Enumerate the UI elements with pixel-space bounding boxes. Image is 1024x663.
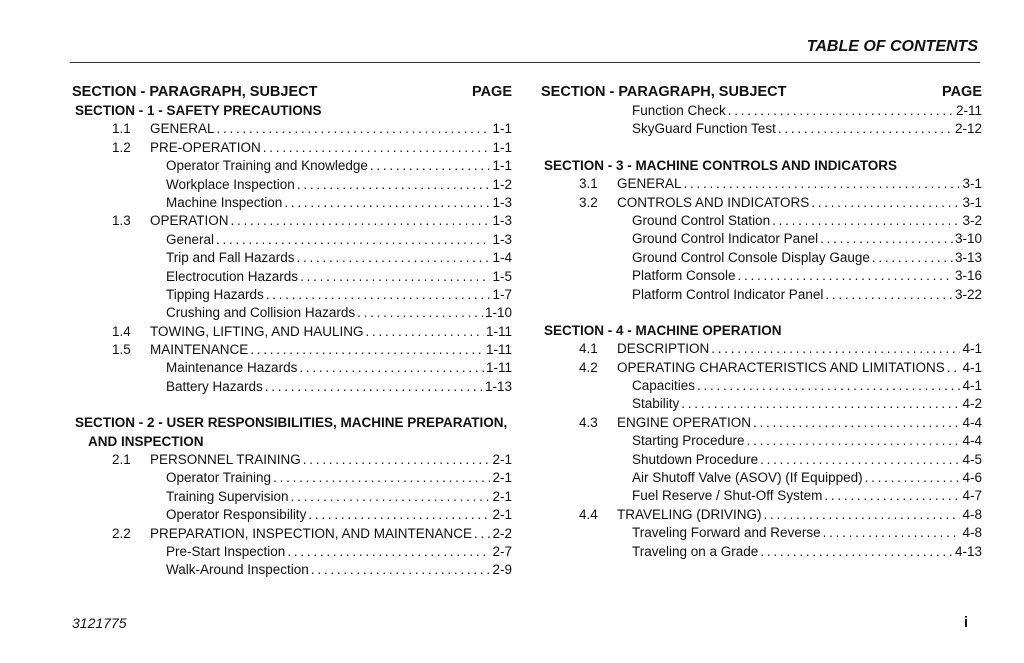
toc-entry-title: Trip and Fall Hazards [166,250,295,266]
toc-entry-page: 4-1 [962,341,982,357]
toc-dot-leader [778,120,953,138]
toc-dot-leader [728,102,954,120]
toc-entry-page: 4-6 [962,470,982,486]
toc-subentry[interactable] [72,176,512,194]
column-header-subject: SECTION - PARAGRAPH, SUBJECT [541,84,787,100]
column-header-page: PAGE [941,84,982,100]
toc-entry[interactable] [541,340,982,358]
toc-entry-page: 3-1 [962,176,982,192]
toc-entry-page: 4-8 [962,525,982,541]
toc-entry-page: 2-9 [492,562,512,578]
toc-entry-page: 4-7 [962,488,982,504]
toc-dot-leader [872,249,953,267]
toc-entry-number: 1.2 [112,139,131,155]
toc-subentry[interactable] [72,506,512,524]
toc-subentry[interactable] [541,395,982,413]
toc-entry-number: 4.2 [579,359,598,375]
toc-entry-title: Stability [632,396,680,412]
toc-entry-page: 1-1 [492,121,512,137]
toc-subentry[interactable] [72,268,512,286]
toc-subentry[interactable] [541,469,982,487]
toc-entry[interactable] [541,175,982,193]
toc-dot-leader [217,120,491,138]
toc-entry-title: Battery Hazards [166,378,263,394]
toc-entry[interactable] [541,194,982,212]
toc-entry-title: ENGINE OPERATION [617,414,752,430]
toc-subentry[interactable] [72,286,512,304]
toc-entry-title: Tipping Hazards [166,286,264,302]
toc-entry-page: 1-3 [492,213,512,229]
toc-section-heading: SECTION - 3 - MACHINE CONTROLS AND INDICATORS [544,157,898,173]
toc-dot-leader [823,524,961,542]
toc-entry-title: SkyGuard Function Test [632,121,776,137]
toc-entry-page: 1-13 [484,378,512,394]
toc-entry-title: Platform Control Indicator Panel [632,286,824,302]
toc-entry-page: 2-11 [955,103,982,118]
toc-entry-page: 4-4 [962,433,982,449]
toc-entry-title: Operator Training [166,470,272,486]
toc-entry-page: 1-2 [492,176,512,192]
toc-entry-title: MAINTENANCE [150,342,249,358]
toc-subentry[interactable] [72,469,512,487]
toc-subentry[interactable] [541,377,982,395]
toc-entry-page: 4-2 [962,396,982,412]
toc-entry-title: Starting Procedure [632,433,745,449]
toc-subentry[interactable] [72,378,512,396]
toc-dot-leader [273,469,490,487]
toc-subentry[interactable] [541,543,982,561]
toc-dot-leader [266,286,491,304]
document-number: 3121775 [72,615,127,631]
toc-entry-title: General [166,231,215,247]
toc-dot-leader [284,194,490,212]
toc-dot-leader [299,359,484,377]
toc-dot-leader [370,157,491,175]
toc-dot-leader [753,414,960,432]
toc-entry-page: 1-4 [492,250,512,266]
toc-subentry[interactable] [541,212,982,230]
toc-entry-number: 4.3 [579,414,598,430]
toc-entry-number: 2.1 [112,452,131,468]
toc-entry-title: Operator Training and Knowledge [166,158,368,174]
toc-entry-title: Ground Control Console Display Gauge [632,249,870,265]
toc-subentry[interactable] [72,488,512,506]
toc-subentry[interactable] [541,102,982,120]
column-header-page: PAGE [471,84,512,100]
toc-subentry[interactable] [72,231,512,249]
toc-entry-number: 3.1 [579,176,598,192]
toc-entry-page: 1-11 [485,360,512,376]
toc-entry-title: Ground Control Indicator Panel [632,231,819,247]
toc-dot-leader [311,561,491,579]
toc-entry-page: 1-11 [485,342,512,358]
toc-dot-leader [865,469,961,487]
toc-entry-title: Shutdown Procedure [632,451,759,467]
toc-dot-leader [825,286,953,304]
toc-dot-leader [297,176,491,194]
toc-entry-number: 1.1 [112,121,131,137]
page-title: TABLE OF CONTENTS [806,38,978,55]
toc-entry-page: 4-1 [962,359,982,375]
toc-entry[interactable] [541,414,982,432]
toc-column-left [72,82,512,580]
toc-subentry[interactable] [541,230,982,248]
toc-entry-number: 4.4 [579,506,598,522]
toc-entry-title: OPERATION [150,213,229,229]
toc-entry-page: 3-22 [954,286,982,302]
toc-entry[interactable] [72,323,512,341]
toc-entry-page: 3-10 [954,231,982,247]
toc-entry-page: 2-2 [492,525,512,541]
toc-section-heading: SECTION - 4 - MACHINE OPERATION [544,322,782,338]
toc-section-heading: AND INSPECTION [88,433,204,449]
toc-entry-number: 1.5 [112,342,131,358]
toc-subentry[interactable] [72,157,512,175]
toc-entry-title: DESCRIPTION [617,341,710,357]
toc-entry-page: 2-12 [954,121,982,137]
toc-subentry[interactable] [72,304,512,322]
toc-entry-title: Walk-Around Inspection [166,562,309,578]
toc-dot-leader [308,506,490,524]
toc-entry-title: Ground Control Station [632,212,771,228]
toc-entry-page: 2-1 [492,452,512,468]
toc-entry[interactable] [72,525,512,543]
toc-list-left [72,102,512,580]
toc-entry-page: 1-1 [492,158,512,174]
toc-entry-page: 4-5 [962,451,982,467]
toc-entry-page: 2-1 [492,470,512,486]
toc-entry-title: TRAVELING (DRIVING) [617,506,762,522]
toc-entry-page: 3-2 [962,212,982,228]
toc-entry-title: GENERAL [617,176,682,192]
toc-dot-leader [681,395,960,413]
toc-subentry[interactable] [72,561,512,579]
toc-dot-leader [697,377,960,395]
toc-entry-page: 3-16 [954,268,982,284]
toc-dot-leader [216,231,490,249]
toc-entry-title: Workplace Inspection [166,176,295,192]
toc-entry-title: Maintenance Hazards [166,360,298,376]
toc-entry-page: 1-5 [492,268,512,284]
toc-entry-page: 1-1 [492,139,512,155]
toc-entry-page: 4-4 [962,414,982,430]
toc-subentry[interactable] [541,487,982,505]
toc-subentry[interactable] [541,432,982,450]
toc-dot-leader [263,139,491,157]
toc-dot-leader [287,543,490,561]
toc-dot-leader [760,451,960,469]
toc-entry[interactable] [72,212,512,230]
toc-dot-leader [747,432,961,450]
toc-entry-page: 2-7 [492,543,512,559]
toc-entry-page: 4-13 [954,543,982,559]
toc-subentry[interactable] [72,359,512,377]
toc-entry[interactable] [72,120,512,138]
toc-entry-number: 1.4 [112,323,131,339]
toc-dot-leader [265,378,483,396]
toc-list-right [541,102,982,561]
toc-dot-leader [300,268,490,286]
toc-subentry[interactable] [72,194,512,212]
toc-dot-leader [811,194,960,212]
toc-entry-page: 1-11 [485,323,512,339]
toc-entry-number: 2.2 [112,525,131,541]
toc-entry-number: 4.1 [579,341,598,357]
toc-entry-page: 1-3 [492,231,512,247]
toc-entry-page: 3-13 [954,249,982,265]
toc-dot-leader [764,506,961,524]
toc-entry-title: Machine Inspection [166,194,283,210]
toc-entry-title: Air Shutoff Valve (ASOV) (If Equipped) [632,470,863,486]
toc-subentry[interactable] [541,524,982,542]
toc-entry-page: 3-1 [962,194,982,210]
toc-dot-leader [303,451,491,469]
toc-entry-title: Operator Responsibility [166,507,307,523]
toc-dot-leader [820,230,953,248]
toc-dot-leader [297,249,491,267]
toc-subentry[interactable] [541,451,982,469]
toc-entry-title: Function Check [632,103,726,118]
toc-entry-title: PREPARATION, INSPECTION, AND MAINTENANCE [150,525,473,541]
toc-subentry[interactable] [541,267,982,285]
toc-dot-leader [684,175,961,193]
toc-entry[interactable] [72,139,512,157]
toc-subentry[interactable] [541,286,982,304]
toc-dot-leader [760,543,953,561]
toc-entry-title: Capacities [632,378,696,394]
toc-entry-title: OPERATING CHARACTERISTICS AND LIMITATIONS [617,359,945,375]
page-number: i [963,614,968,631]
toc-dot-leader [711,340,960,358]
toc-entry-number: 3.2 [579,194,598,210]
toc-entry-page: 1-7 [492,286,512,302]
toc-entry-page: 2-1 [492,507,512,523]
toc-section-heading: SECTION - 1 - SAFETY PRECAUTIONS [75,103,322,118]
toc-dot-leader [231,212,491,230]
toc-entry-page: 1-10 [484,305,512,321]
toc-entry-title: Traveling on a Grade [632,543,759,559]
toc-section-heading: SECTION - 2 - USER RESPONSIBILITIES, MACHINE PREPARATION, [75,415,508,431]
toc-entry-title: PRE-OPERATION [150,139,261,155]
toc-entry-page: 1-3 [492,194,512,210]
toc-entry-page: 4-8 [962,506,982,522]
toc-entry-number: 1.3 [112,213,131,229]
toc-entry-title: Electrocution Hazards [166,268,299,284]
column-header [541,82,982,102]
toc-dot-leader [738,267,953,285]
toc-entry-title: Platform Console [632,268,736,284]
toc-entry-title: Training Supervision [166,488,289,504]
toc-entry[interactable] [541,359,982,377]
toc-dot-leader [947,359,961,377]
toc-entry[interactable] [541,506,982,524]
toc-subentry[interactable] [541,120,982,138]
toc-dot-leader [474,525,490,543]
toc-subentry[interactable] [541,249,982,267]
toc-column-right [541,82,982,561]
column-header-subject: SECTION - PARAGRAPH, SUBJECT [72,84,318,100]
toc-entry-title: CONTROLS AND INDICATORS [617,194,810,210]
toc-subentry[interactable] [72,543,512,561]
toc-entry-title: Fuel Reserve / Shut-Off System [632,488,823,504]
toc-dot-leader [824,487,960,505]
toc-entry-title: GENERAL [150,121,215,137]
toc-dot-leader [250,341,484,359]
toc-dot-leader [357,304,483,322]
toc-entry-page: 2-1 [492,488,512,504]
column-header [72,82,512,102]
toc-subentry[interactable] [72,249,512,267]
toc-entry-title: Crushing and Collision Hazards [166,305,356,321]
toc-entry-title: Pre-Start Inspection [166,543,286,559]
toc-dot-leader [366,323,484,341]
toc-entry-title: Traveling Forward and Reverse [632,525,821,541]
toc-entry-title: TOWING, LIFTING, AND HAULING [150,323,364,339]
toc-entry-title: PERSONNEL TRAINING [150,452,301,468]
toc-dot-leader [772,212,960,230]
toc-entry-page: 4-1 [962,378,982,394]
toc-entry[interactable] [72,341,512,359]
header-rule [70,62,980,63]
toc-entry[interactable] [72,451,512,469]
toc-dot-leader [291,488,491,506]
